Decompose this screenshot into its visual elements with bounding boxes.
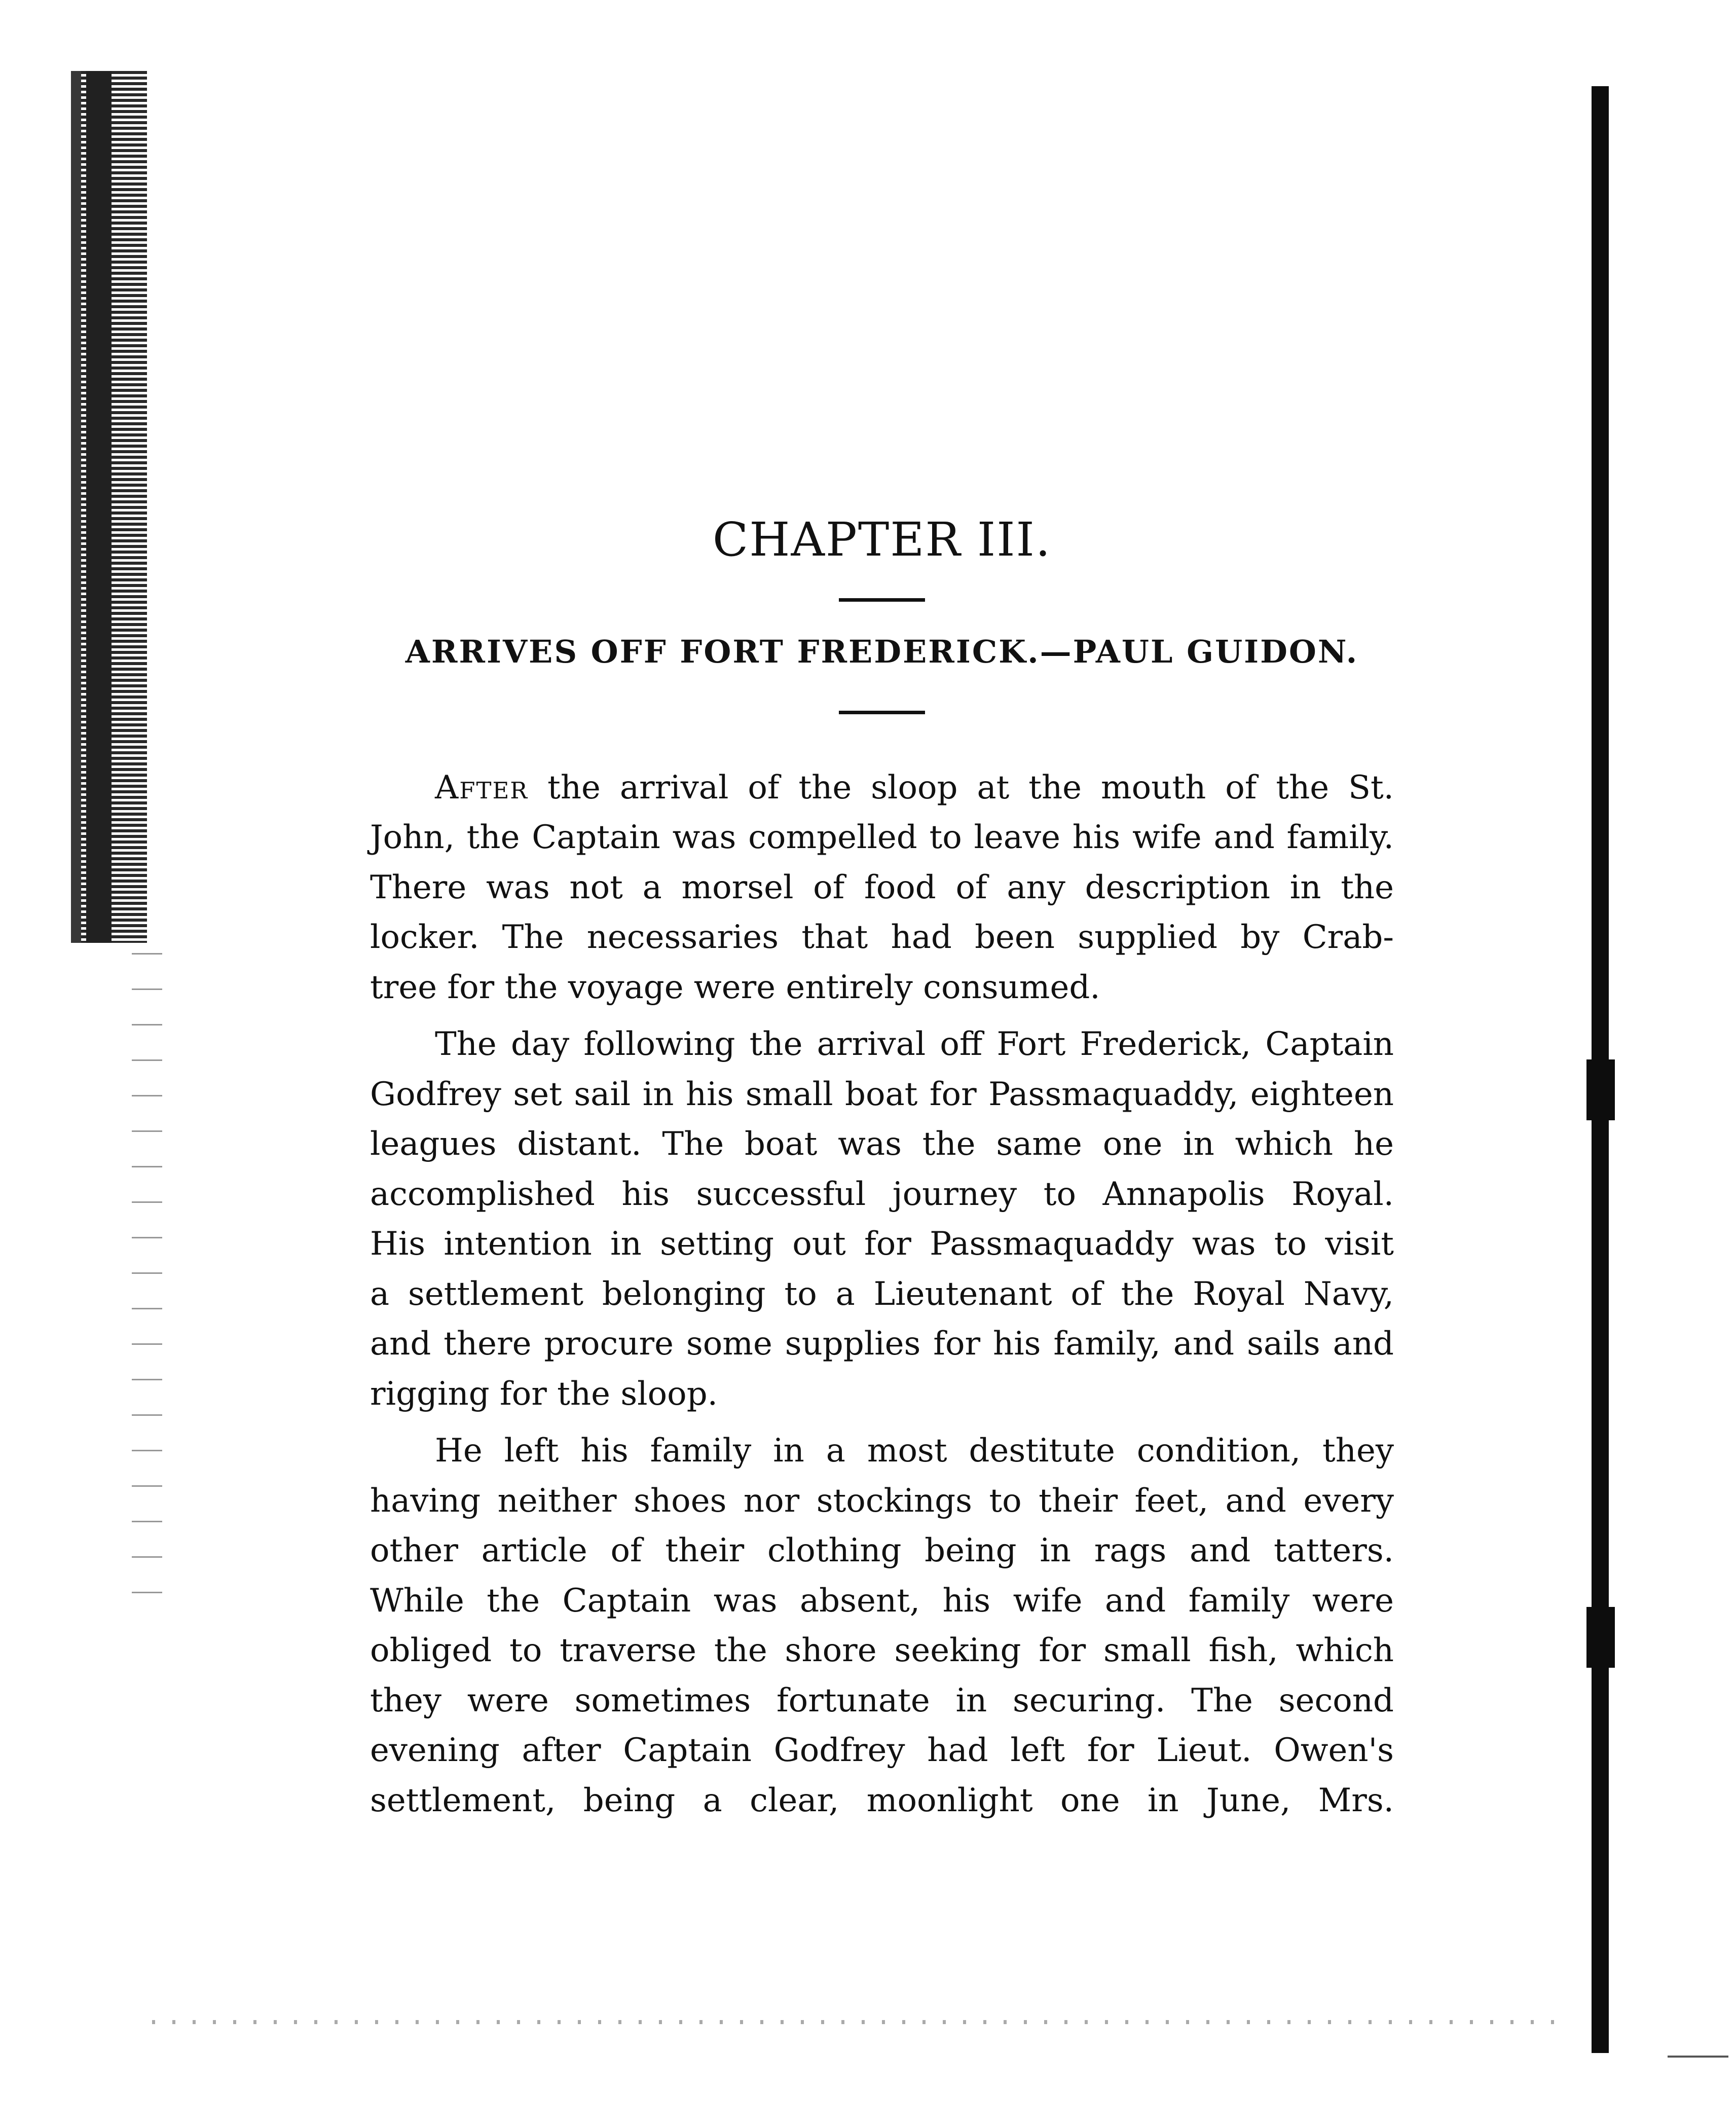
text-line: accomplished his successful journey to Annapolis Royal. — [370, 1175, 1394, 1213]
text-line: While the Captain was absent, his wife and family were — [370, 1582, 1394, 1620]
scan-border-left — [71, 71, 147, 943]
text-line: There was not a morsel of food of any description in the — [370, 868, 1394, 906]
page-content — [370, 512, 1394, 1825]
text-line: After the arrival of the sloop at the mouth of the St. — [435, 768, 1394, 807]
body-text — [370, 763, 1394, 1826]
chapter-subtitle: ARRIVES OFF FORT FREDERICK.—PAUL GUIDON. — [405, 633, 1359, 671]
text-line: a settlement belonging to a Lieutenant of the Royal Navy, — [370, 1275, 1394, 1313]
scan-specks-bottom — [152, 2020, 1571, 2024]
paragraph-2 — [370, 1019, 1394, 1419]
text-line: Godfrey set sail in his small boat for Passmaquaddy, eighteen — [370, 1075, 1394, 1113]
text-line: rigging for the sloop. — [370, 1375, 718, 1413]
text-line: evening after Captain Godfrey had left for Lieut. Owen's — [370, 1732, 1394, 1770]
text-line: settlement, being a clear, moonlight one in June, Mrs. — [370, 1781, 1394, 1819]
text-line: The day following the arrival off Fort Frederick, Captain — [435, 1025, 1394, 1064]
scan-border-right — [1592, 86, 1609, 2053]
scan-border-right-notch — [1586, 1059, 1615, 1120]
paragraph-3 — [370, 1426, 1394, 1825]
subtitle-rule — [839, 711, 925, 714]
text-line: having neither shoes nor stockings to their feet, and every — [370, 1482, 1394, 1520]
text-line: they were sometimes fortunate in securing. The second — [370, 1681, 1394, 1719]
text-line: other article of their clothing being in rags and tatters. — [370, 1532, 1394, 1570]
lead-word: After — [435, 768, 529, 807]
scan-specks-left — [132, 953, 162, 1612]
text-line: tree for the voyage were entirely consumed. — [370, 968, 1100, 1006]
paragraph-1 — [370, 763, 1394, 1013]
scan-border-left-dark — [71, 71, 81, 943]
scan-border-right-notch — [1586, 1607, 1615, 1668]
scan-border-left-band — [86, 71, 112, 943]
text-line: and there procure some supplies for his family, and sails and — [370, 1325, 1394, 1363]
text-line: He left his family in a most destitute condition, they — [435, 1432, 1394, 1470]
title-rule — [839, 598, 925, 602]
text-line: obliged to traverse the shore seeking for small fish, which — [370, 1632, 1394, 1670]
scan-mark-bottom-right — [1668, 2056, 1728, 2058]
text-line: John, the Captain was compelled to leave his wife and family. — [370, 819, 1394, 857]
text-line: leagues distant. The boat was the same one in which he — [370, 1125, 1394, 1163]
text-line: His intention in setting out for Passmaquaddy was to visit — [370, 1225, 1394, 1263]
text-line: locker. The necessaries that had been supplied by Crab- — [370, 919, 1394, 957]
chapter-title: CHAPTER III. — [712, 512, 1052, 567]
